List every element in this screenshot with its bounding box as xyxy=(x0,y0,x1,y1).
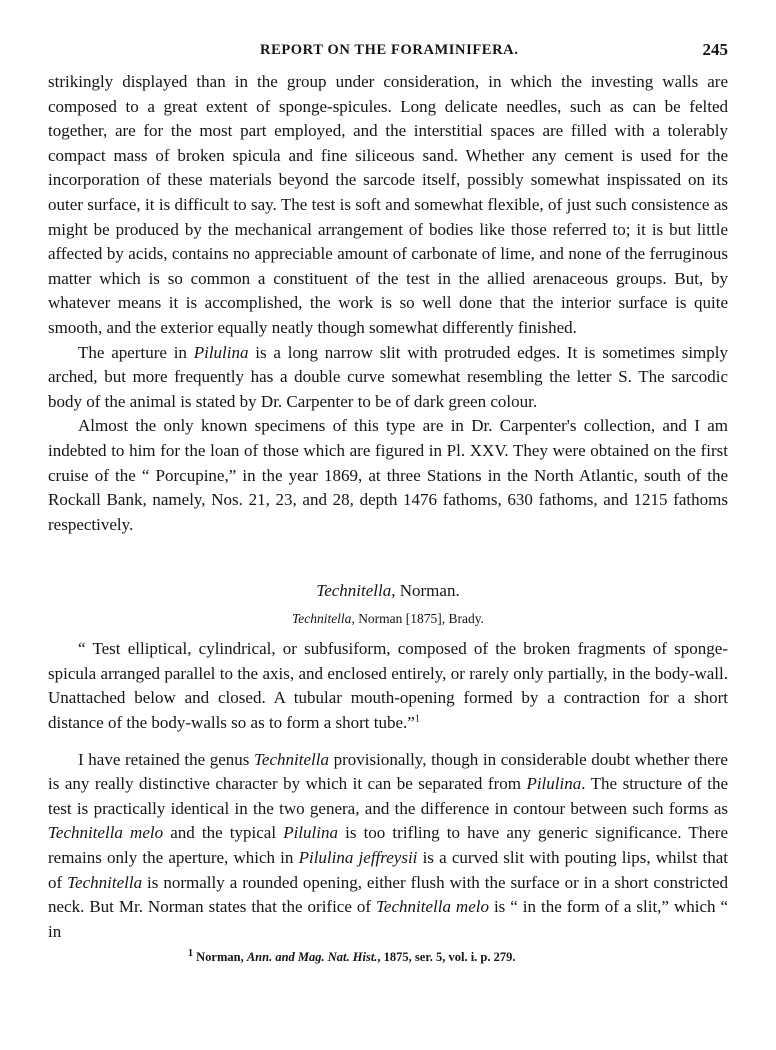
discussion-text: and the typical xyxy=(163,823,284,843)
footnote-marker: 1 xyxy=(188,948,193,960)
footnote-rest: , 1875, ser. 5, vol. i. p. 279. xyxy=(377,950,516,965)
footnote-journal: Ann. and Mag. Nat. Hist. xyxy=(246,950,378,965)
aperture-text-rest: is a long narrow slit with protruded edges. It is sometimes simply arched, but more frequently has a double curve somewhat resembling the letter S. The sarcodic body of the animal is stated by Dr. Carpenter to be of dark green colour. xyxy=(48,342,729,411)
discussion-italic: Technitella melo xyxy=(376,897,489,917)
page xyxy=(48,40,728,966)
section-heading xyxy=(48,579,728,603)
footnote-author: Norman, xyxy=(193,950,247,965)
section-author: , Norman. xyxy=(391,581,460,601)
discussion-italic: Pilulina jeffreysii xyxy=(298,848,418,868)
running-title: REPORT ON THE FORAMINIFERA. xyxy=(260,42,519,58)
discussion-text: I have retained the genus xyxy=(78,749,255,769)
discussion-italic: Pilulina xyxy=(283,823,338,843)
spacer xyxy=(48,736,728,748)
paragraph-specimens: Almost the only known specimens of this type are in Dr. Carpenter's collection, and I am indebted to him for the loan of those which are figured in Pl. XXV. They were obtained on the first cruise of the “ Porcupine,” in the year 1869, at three Stations in the North Atlantic, south of the Rockall Bank, namely, Nos. 21, 23, and 28, depth 1476 fathoms, 630 fathoms, and 1215 fathoms respectively. xyxy=(48,416,728,534)
discussion-italic: Pilulina xyxy=(526,774,582,794)
discussion-text: provisionally, though in considerable doubt whether there is any really distinctive character by which it can be separated from xyxy=(48,749,728,794)
paragraph-aperture xyxy=(48,341,728,415)
aperture-text-start: The aperture in xyxy=(78,342,194,362)
paragraph-discussion xyxy=(48,748,728,945)
discussion-text: is a curved slit with pouting lips, whilst that of xyxy=(48,848,728,892)
running-head xyxy=(48,40,728,70)
aperture-genus: Pilulina xyxy=(193,342,249,362)
quote-text: “ Test elliptical, cylindrical, or subfusiform, composed of the broken fragments of sponge-spicula arranged parallel to the axis, and enclosed entirely, or rarely only partially, in the body-wall. Unattached below and closed. A tubular mouth-opening formed by a contraction for a short distance of the body-walls so as to form a short tube.” xyxy=(48,639,728,733)
discussion-italic: Technitella xyxy=(254,749,329,769)
discussion-text: is too trifling to have any generic significance. There remains only the aperture, which in xyxy=(48,823,729,868)
paragraph-sponge-spicules: strikingly displayed than in the group under consideration, in which the investing walls are composed to a great extent of sponge-spicules. Long delicate needles, such as can be felted together, are for the most part employed, and the interstitial spaces are filled with a tolerably compact mass of broken spicula and fine siliceous sand. Whether any cement is used for the incorporation of these materials beyond the sarcode itself, possibly somewhat inspissated on its outer surface, it is difficult to say. The test is soft and somewhat flexible, of just such consistence as might be produced by the mechanical arrangement of bodies like those referred to; it is but little affected by acids, contains no appreciable amount of carbonate of lime, and none of the ferruginous matter which is so common a constituent of the test in the allied arenaceous groups. But, by whatever means it is accomplished, the work is so well done that the interior surface is quite smooth, and the exterior equally neatly though somewhat differently finished. xyxy=(48,72,728,337)
discussion-italic: Technitella melo xyxy=(48,823,164,843)
discussion-text: is “ in the form of a slit,” which “ in xyxy=(48,897,729,941)
subheading-genus: Technitella xyxy=(291,611,352,627)
subheading-citation: , Norman [1875], Brady. xyxy=(351,611,485,627)
discussion-text: . The structure of the test is practically identical in the two genera, and the difference in contour between such forms as xyxy=(48,774,728,818)
discussion-italic: Technitella xyxy=(67,872,143,892)
footnote xyxy=(188,948,728,966)
section-genus: Technitella xyxy=(316,581,392,601)
footnote-ref: 1 xyxy=(414,713,420,725)
page-number: 245 xyxy=(702,40,728,59)
genus-diagnosis-quote xyxy=(48,637,728,735)
discussion-text: is normally a rounded opening, either flush with the surface or in a short constricted neck. But Mr. Norman states that the orifice of xyxy=(48,872,728,917)
section-subheading xyxy=(48,608,728,630)
